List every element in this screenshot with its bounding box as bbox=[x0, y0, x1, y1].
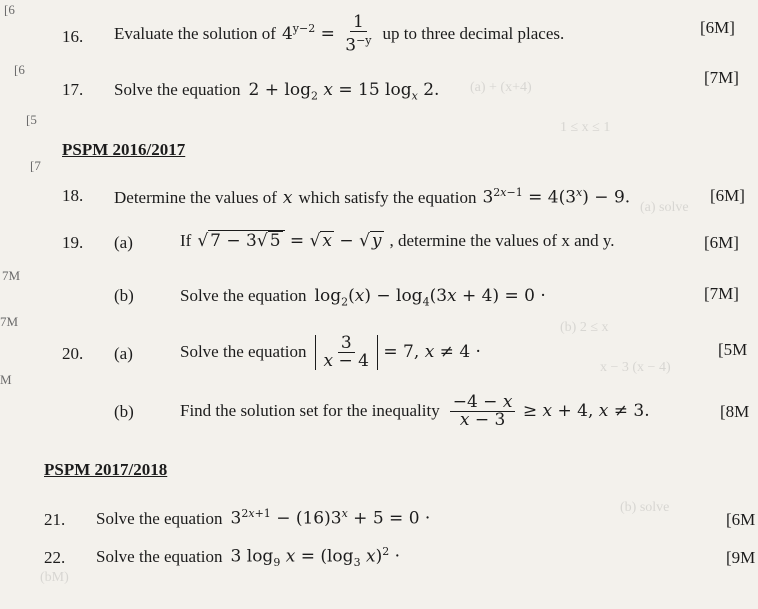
question-22-number: 22. bbox=[44, 548, 66, 567]
question-17-text-before: Solve the equation bbox=[114, 80, 241, 99]
question-19a bbox=[180, 230, 615, 251]
question-18-equation: $3^{2x-1} = 4(3^x) - 9$. bbox=[482, 186, 631, 208]
question-16 bbox=[114, 11, 565, 56]
question-19a-text-before: If bbox=[180, 231, 192, 250]
question-20a-equation: $\frac{3}{x - 4}$ = 7, x ≠ 4 · bbox=[315, 335, 481, 370]
question-17-marks: [7M] bbox=[704, 68, 739, 87]
question-18-text-mid: which satisfy the equation bbox=[298, 187, 477, 207]
question-17-number: 17. bbox=[62, 80, 84, 99]
question-22-text-before: Solve the equation bbox=[96, 546, 223, 566]
section-heading-2016: PSPM 2016/2017 bbox=[62, 140, 186, 159]
question-18-marks: [6M] bbox=[710, 186, 745, 205]
question-19b-equation: $\log_2(x) - \log_4(3x + 4) = 0$ · bbox=[314, 286, 546, 309]
question-20a bbox=[180, 326, 481, 378]
question-20b-part: (b) bbox=[114, 402, 134, 421]
margin-note-1: [6 bbox=[4, 2, 15, 17]
question-19a-part: (a) bbox=[114, 233, 133, 252]
question-20a-marks: [5M bbox=[718, 340, 748, 359]
margin-note-2: [6 bbox=[14, 62, 25, 77]
margin-note-6: 7M bbox=[0, 314, 19, 329]
question-17-equation: $2 + \log_2 x = 15$ $\log_x 2$. bbox=[248, 80, 440, 103]
question-20b-marks: [8M bbox=[720, 402, 750, 421]
question-19a-text-after: , determine the values of x and y. bbox=[389, 231, 615, 250]
question-22 bbox=[96, 545, 400, 569]
section-heading-2017: PSPM 2017/2018 bbox=[44, 460, 168, 479]
question-19b-text-before: Solve the equation bbox=[180, 286, 307, 305]
question-16-number: 16. bbox=[62, 27, 84, 46]
question-20b bbox=[180, 384, 650, 438]
question-21 bbox=[96, 507, 430, 529]
question-21-text-before: Solve the equation bbox=[96, 508, 223, 528]
question-16-marks: [6M] bbox=[700, 18, 735, 37]
question-16-text-before: Evaluate the solution of bbox=[114, 24, 276, 43]
margin-note-4: [7 bbox=[30, 158, 41, 173]
question-20a-text-before: Solve the equation bbox=[180, 342, 307, 361]
question-19a-equation: √ 7 − 3√ 5 = √ x − √ y bbox=[197, 231, 382, 251]
question-20a-part: (a) bbox=[114, 344, 133, 363]
question-20b-text-before: Find the solution set for the inequality bbox=[180, 401, 440, 420]
question-19b-part: (b) bbox=[114, 286, 134, 305]
question-21-marks: [6M bbox=[726, 510, 756, 529]
question-20b-inequality: $\frac{-4 - x}{x - 3}$ ≥ x + 4, x ≠ 3. bbox=[448, 394, 650, 429]
margin-note-3: [5 bbox=[26, 112, 37, 127]
question-16-text-after: up to three decimal places. bbox=[382, 24, 565, 43]
question-19a-marks: [6M] bbox=[704, 233, 739, 252]
margin-note-7: M bbox=[0, 372, 12, 387]
question-22-equation: 3 $\log_9 x = (\log_3$ x)$^2$ · bbox=[230, 545, 401, 570]
question-21-number: 21. bbox=[44, 510, 66, 529]
question-20-number: 20. bbox=[62, 344, 84, 363]
question-21-equation: $3^{2x+1} - (16)3^x + 5 = 0$ · bbox=[230, 507, 431, 529]
question-19b-marks: [7M] bbox=[704, 284, 739, 303]
question-19-number: 19. bbox=[62, 233, 84, 252]
question-19b bbox=[180, 286, 546, 308]
worksheet-page: (a) + (x+4) 1 ≤ x ≤ 1 (a) solve (b) 2 ≤ x x − 3 (x − 4) (b) solve (bM) [6 [6 [5 [7 7M 7M M 16. Evaluate the solution of $4^{y-2}$ = $\frac{1}{3^{-y}}$ up to three decimal places. [6M] 17. Solve the equation $2 + \log_2 x = 15$ $\log_x 2$. [7M] PSPM 2016/2017 18. Determine the values of x which satisfy the equation $3^{2x-1} = 4(3^x) - 9$. [6M] 19. (a) If √ 7 − 3√ 5 = √ x − √ y , determine the values of x and y. [6M] (b) Solve the equation $\log_2(x) - \log_4(3x + 4) = 0$ · [7M] 20. (a) Solve the equation $\frac{3}{x - 4}$ = 7, x ≠ 4 · [5M (b) Find the solution set for the inequality $\frac{-4 - x}{x - 3}$ ≥ x + 4, x ≠ 3. [8M PSPM 2017/2018 21. Solve the equation $3^{2x+1} - (16)3^x + 5 = 0$ · [6M 22. Solve the equation 3 $\log_9 x = (\log_3$ x)$^2$ · [9M bbox=[0, 2, 756, 585]
question-18-number: 18. bbox=[62, 186, 84, 205]
question-22-marks: [9M bbox=[726, 548, 756, 567]
question-18-variable: x bbox=[282, 187, 293, 208]
margin-note-5: 7M bbox=[2, 268, 21, 283]
question-18-text-before: Determine the values of bbox=[114, 187, 277, 207]
question-16-equation: $4^{y-2}$ = $\frac{1}{3^{-y}}$ bbox=[281, 11, 372, 56]
question-17 bbox=[114, 80, 439, 102]
question-18 bbox=[114, 186, 630, 208]
